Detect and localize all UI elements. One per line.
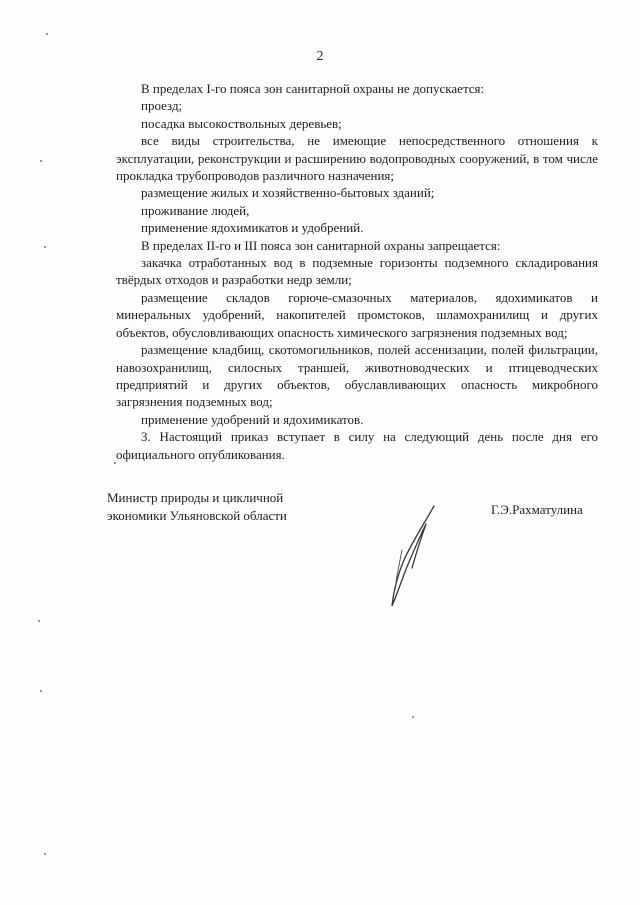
handwritten-signature — [376, 502, 446, 612]
page-number: 2 — [316, 49, 324, 64]
signatory-title-line: экономики Ульяновской области — [107, 508, 287, 523]
scan-speck — [38, 620, 40, 622]
paragraph: размещение складов горюче-смазочных материалов, ядохимикатов и минеральных удобрений, накопителей промстоков, шламохранилищ и других объектов, обусловливающих опасность химического загрязнения подземных вод; — [116, 289, 598, 340]
paragraph: В пределах I-го пояса зон санитарной охраны не допускается: — [141, 81, 485, 96]
scan-speck — [40, 160, 42, 162]
scan-speck — [412, 716, 414, 718]
paragraph: проезд; — [141, 98, 183, 114]
paragraph: применение удобрений и ядохимикатов. — [141, 411, 364, 427]
scan-speck — [44, 853, 46, 855]
paragraph: В пределах II-го и III пояса зон санитарной охраны запрещается: — [141, 237, 501, 253]
paragraph: применение ядохимикатов и удобрений. — [141, 220, 364, 236]
scan-speck — [114, 462, 116, 464]
signatory-name: Г.Э.Рахматулина — [491, 502, 583, 517]
paragraph: размещение кладбищ, скотомогильников, полей ассенизации, полей фильтрации, навозохранилищ, силосных траншей, животноводческих и птицеводческих предприятий и других объектов, обуславливающих опасность микробного загрязнения подземных вод; — [116, 342, 598, 410]
scan-speck — [44, 246, 46, 248]
paragraph: посадка высокоствольных деревьев; — [141, 115, 342, 131]
signatory-title — [107, 489, 287, 525]
paragraph: размещение жилых и хозяйственно-бытовых зданий; — [141, 185, 435, 201]
scan-speck — [40, 690, 42, 692]
paragraph: закачка отработанных вод в подземные горизонты подземного складирования твёрдых отходов и разработки недр земли; — [116, 255, 598, 288]
scan-speck — [46, 33, 48, 35]
signatory-title-line: Министр природы и цикличной — [107, 490, 284, 505]
paragraph: проживание людей, — [141, 202, 250, 218]
paragraph: все виды строительства, не имеющие непосредственного отношения к эксплуатации, реконструкции и расширению водопроводных сооружений, в том числе прокладка трубопроводов различного назначения; — [116, 133, 598, 184]
document-body — [116, 80, 598, 463]
paragraph: 3. Настоящий приказ вступает в силу на следующий день после дня его официального опубликования. — [116, 429, 598, 462]
